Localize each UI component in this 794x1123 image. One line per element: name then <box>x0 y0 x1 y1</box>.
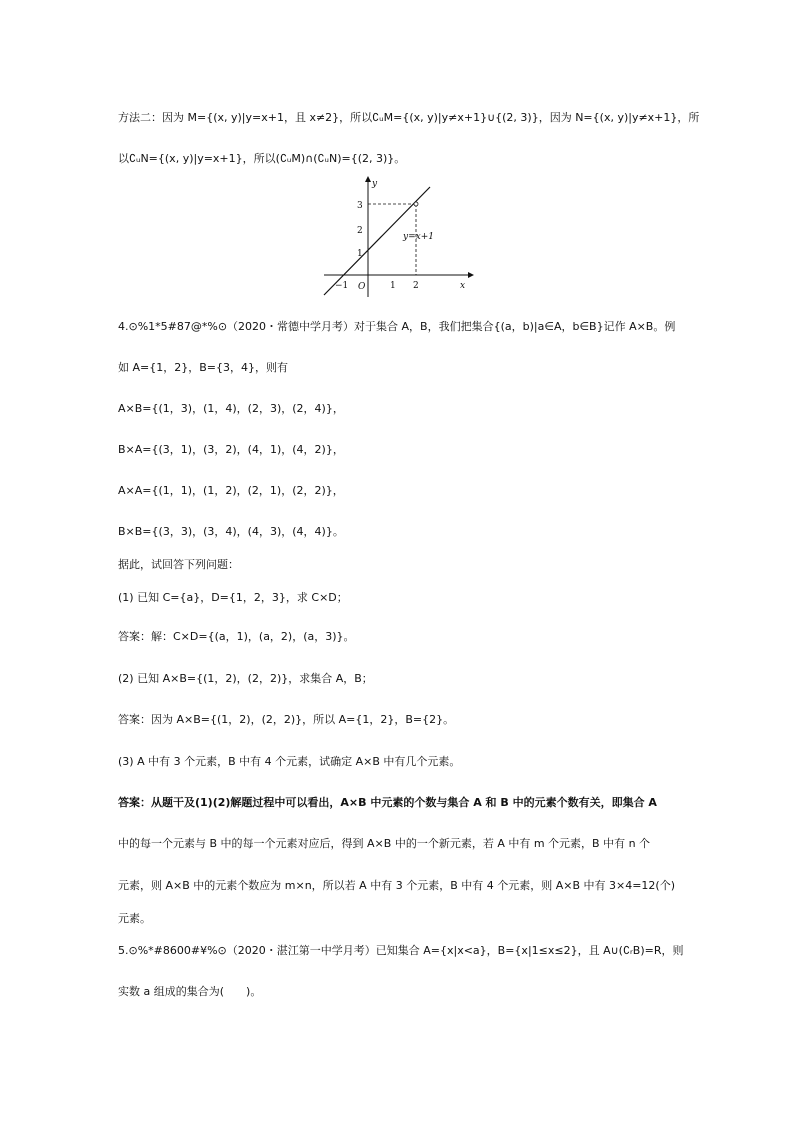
y-tick-2: 2 <box>357 226 363 236</box>
q5-stem-2: 实数 a 组成的集合为( )。 <box>118 985 262 998</box>
q4-answer-1: 答案：解：C×D={(a，1)，(a，2)，(a，3)}。 <box>118 630 355 643</box>
q4-example-1: A×B={(1，3)，(1，4)，(2，3)，(2，4)}， <box>118 402 344 415</box>
y-axis-arrow-icon <box>365 176 371 182</box>
x-tick-neg1: −1 <box>335 281 349 291</box>
q4-answer-3-line-1: 答案：从题干及(1)(2)解题过程中可以看出，A×B 中元素的个数与集合 A 和 B 中的元素个数有关，即集合 A <box>118 796 657 809</box>
q4-prompt: 据此，试回答下列问题： <box>118 558 239 571</box>
q4-example-2: B×A={(3，1)，(3，2)，(4，1)，(4，2)}， <box>118 443 344 456</box>
q4-answer-3-line-2: 中的每一个元素与 B 中的每一个元素对应后，得到 A×B 中的一个新元素，若 A 中有 m 个元素，B 中有 n 个 <box>118 837 651 850</box>
y-tick-3: 3 <box>357 201 363 211</box>
y-tick-1: 1 <box>357 249 363 259</box>
q4-part-1: (1) 已知 C={a}，D={1，2，3}，求 C×D； <box>118 591 348 604</box>
line-label: y=x+1 <box>403 232 434 242</box>
solution-line-1: 方法二：因为 M={(x, y)|y=x+1，且 x≠2}，所以∁ᵤM={(x, y)|y≠x+1}∪{(2, 3)}，因为 N={(x, y)|y≠x+1}，所 <box>118 111 700 124</box>
solution-line-2: 以∁ᵤN={(x, y)|y=x+1}，所以(∁ᵤM)∩(∁ᵤN)={(2, 3)}。 <box>118 152 406 165</box>
q5-stem-1: 5.⊙%*#8600#¥%⊙（2020・湛江第一中学月考）已知集合 A={x|x<a}，B={x|1≤x≤2}，且 A∪(∁ᵣB)=R，则 <box>118 944 684 957</box>
x-axis-label: x <box>460 281 466 291</box>
open-point-2-3 <box>414 202 418 206</box>
x-axis-arrow-icon <box>468 272 474 278</box>
q4-part-2: (2) 已知 A×B={(1，2)，(2，2)}，求集合 A，B； <box>118 672 373 685</box>
origin-label: O <box>358 282 366 292</box>
q4-stem-2: 如 A={1，2}，B={3，4}，则有 <box>118 361 288 374</box>
q4-part-3: (3) A 中有 3 个元素，B 中有 4 个元素，试确定 A×B 中有几个元素。 <box>118 755 461 768</box>
q4-answer-2: 答案：因为 A×B={(1，2)，(2，2)}，所以 A={1，2}，B={2}。 <box>118 713 455 726</box>
q4-answer-3-line-3: 元素，则 A×B 中的元素个数应为 m×n，所以若 A 中有 3 个元素，B 中有 4 个元素，则 A×B 中有 3×4=12(个) <box>118 879 676 892</box>
x-tick-2: 2 <box>413 281 419 291</box>
q4-example-3: A×A={(1，1)，(1，2)，(2，1)，(2，2)}， <box>118 484 344 497</box>
q4-answer-3-line-4: 元素。 <box>118 912 151 925</box>
q4-stem-1: 4.⊙%1*5#87@*%⊙（2020・常德中学月考）对于集合 A，B，我们把集合{(a，b)|a∈A，b∈B}记作 A×B。例 <box>118 320 676 333</box>
y-axis-label: y <box>372 179 378 189</box>
x-tick-1: 1 <box>390 281 396 291</box>
line-graph <box>318 172 478 300</box>
q4-example-4: B×B={(3，3)，(3，4)，(4，3)，(4，4)}。 <box>118 525 344 538</box>
